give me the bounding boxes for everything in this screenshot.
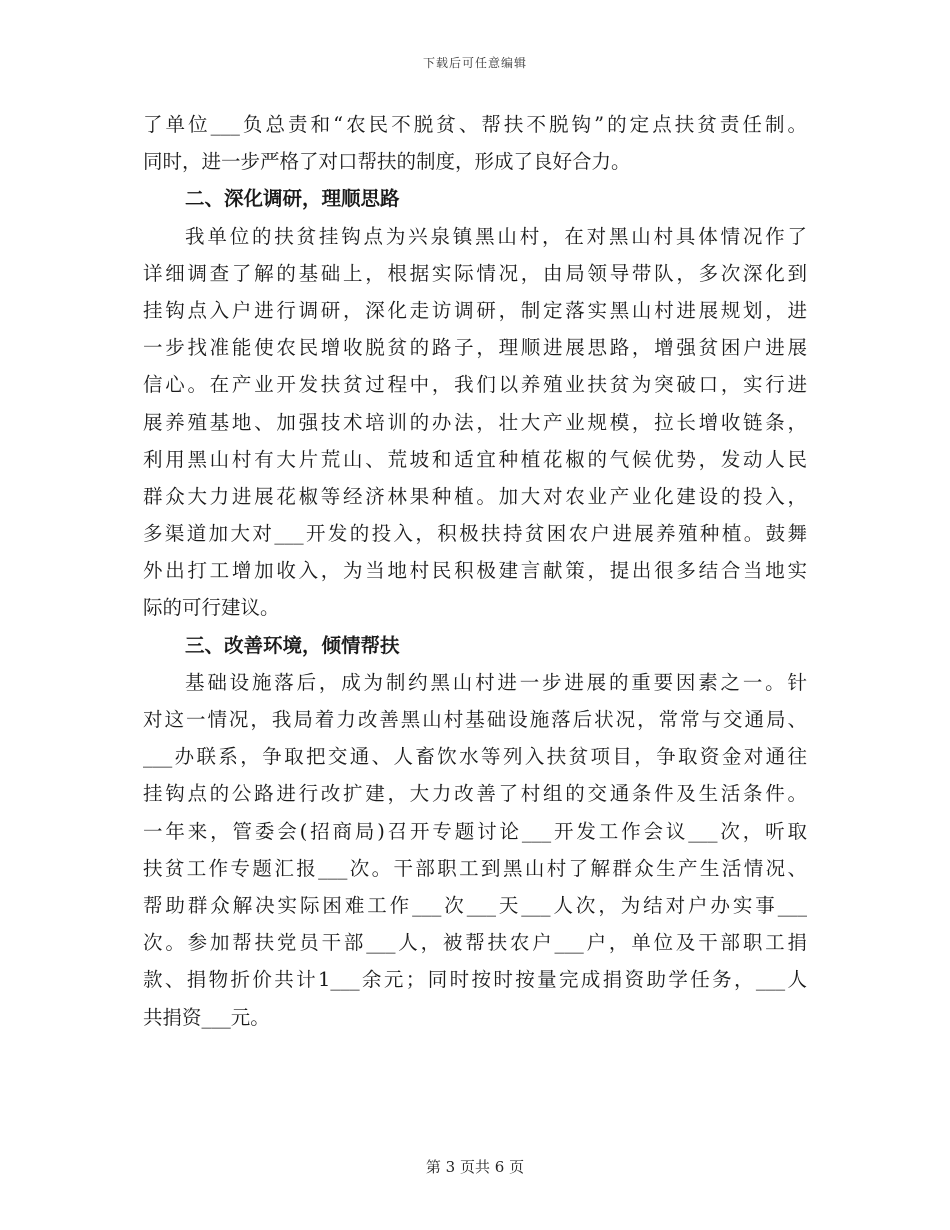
body-line: 挂钩点的公路进行改扩建，大力改善了村组的交通条件及生活条件。 (143, 782, 807, 806)
section-heading: 三、改善环境，倾情帮扶 (185, 633, 400, 657)
body-line: 扶贫工作专题汇报___次。干部职工到黑山村了解群众生产生活情况、 (143, 856, 807, 880)
body-line: 同时，进一步严格了对口帮扶的制度，形成了良好合力。 (143, 150, 631, 174)
body-line: 外出打工增加收入，为当地村民积极建言献策，提出很多结合当地实 (143, 559, 807, 583)
body-line: 共捐资___元。 (143, 1005, 270, 1029)
body-line: 一年来，管委会(招商局)召开专题讨论___开发工作会议___次，听取 (143, 819, 807, 843)
body-line: 挂钩点入户进行调研，深化走访调研，制定落实黑山村进展规划，进 (143, 298, 807, 322)
body-line: 款、捐物折价共计1___余元；同时按时按量完成捐资助学任务，___人 (143, 968, 807, 992)
body-line: 一步找准能使农民增收脱贫的路子，理顺进展思路，增强贫困户进展 (143, 336, 807, 360)
body-line: 利用黑山村有大片荒山、荒坡和适宜种植花椒的气候优势，发动人民 (143, 447, 807, 471)
body-line: 详细调查了解的基础上，根据实际情况，由局领导带队，多次深化到 (143, 261, 807, 285)
page-header: 下载后可任意编辑 (422, 56, 527, 70)
body-line: 基础设施落后，成为制约黑山村进一步进展的重要因素之一。针 (185, 670, 807, 694)
body-line: 帮助群众解决实际困难工作___次___天___人次，为结对户办实事___ (143, 893, 807, 917)
body-line: 了单位___负总责和“农民不脱贫、帮扶不脱钩”的定点扶贫责任制。 (143, 113, 807, 136)
section-heading: 二、深化调研，理顺思路 (185, 187, 400, 211)
body-line: 多渠道加大对___开发的投入，积极扶持贫困农户进展养殖种植。鼓舞 (143, 522, 807, 546)
body-line: ___办联系，争取把交通、人畜饮水等列入扶贫项目，争取资金对通往 (143, 745, 807, 769)
body-line: 对这一情况，我局着力改善黑山村基础设施落后状况，常常与交通局、 (143, 708, 807, 731)
body-line: 次。参加帮扶党员干部___人，被帮扶农户___户，单位及干部职工捐 (143, 931, 807, 955)
body-line: 际的可行建议。 (143, 596, 280, 620)
document-body (143, 106, 807, 1036)
body-line: 信心。在产业开发扶贫过程中，我们以养殖业扶贫为突破口，实行进 (143, 373, 807, 397)
page-number: 第 3 页共 6 页 (425, 1158, 525, 1176)
body-line: 展养殖基地、加强技术培训的办法，壮大产业规模，拉长增收链条， (143, 410, 807, 434)
body-line: 我单位的扶贫挂钩点为兴泉镇黑山村，在对黑山村具体情况作了 (185, 224, 807, 248)
body-line: 群众大力进展花椒等经济林果种植。加大对农业产业化建设的投入， (143, 484, 807, 508)
